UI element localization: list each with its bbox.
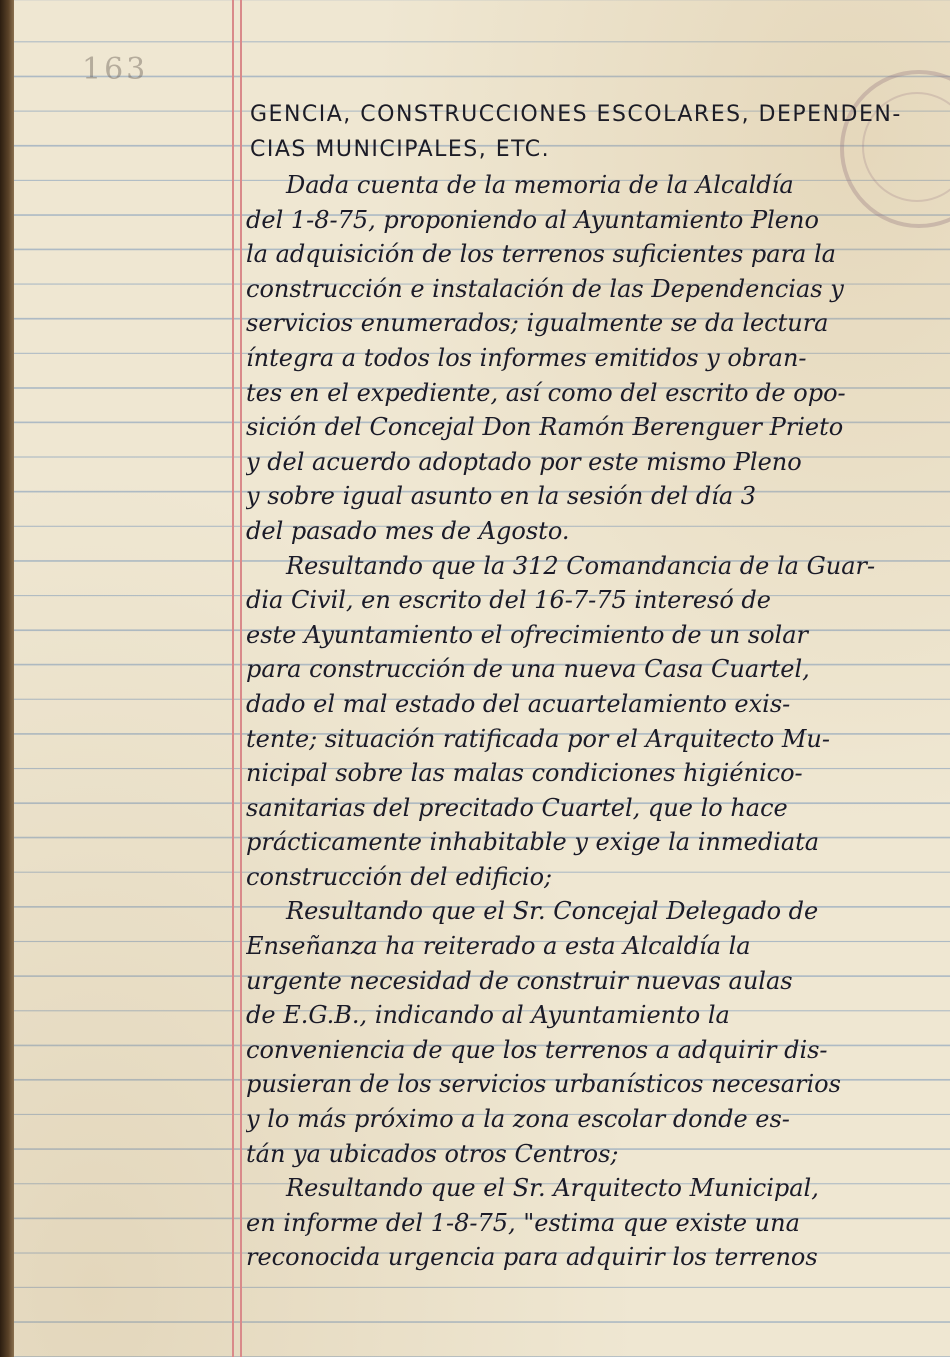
body-line: sición del Concejal Don Ramón Berenguer Prieto [246,413,844,442]
body-line: y sobre igual asunto en la sesión del día 3 [246,482,757,511]
body-line: dado el mal estado del acuartelamiento exis- [246,689,791,718]
body-line: íntegra a todos los informes emitidos y obran- [246,343,807,372]
body-line: construcción e instalación de las Dependencias y [246,274,844,303]
body-line: pusieran de los servicios urbanísticos necesarios [246,1070,841,1099]
body-line: Enseñanza ha reiterado a esta Alcaldía la [246,932,751,961]
body-line: reconocida urgencia para adquirir los terrenos [246,1243,818,1272]
body-line: del 1-8-75, proponiendo al Ayuntamiento Pleno [246,205,819,234]
book-binding-edge [0,0,14,1357]
body-line: y lo más próximo a la zona escolar donde es- [246,1105,790,1134]
body-line: servicios enumerados; igualmente se da lectura [246,309,829,338]
heading-line-2: CIAS MUNICIPALES, ETC. [250,136,551,162]
body-line: prácticamente inhabitable y exige la inmediata [246,828,820,857]
body-line: Resultando que el Sr. Concejal Delegado de [286,897,819,926]
page-number: 163 [82,52,149,87]
body-line: tes en el expediente, así como del escrito de opo- [246,378,846,407]
body-line: construcción del edificio; [246,862,553,891]
body-line: urgente necesidad de construir nuevas aulas [246,966,793,995]
handwritten-body-text [246,168,921,1275]
body-line: conveniencia de que los terrenos a adquirir dis- [246,1035,828,1064]
body-line: Resultando que el Sr. Arquitecto Municipal, [286,1174,819,1203]
body-line: tán ya ubicados otros Centros; [246,1139,619,1168]
section-heading [250,98,902,167]
body-line: Resultando que la 312 Comandancia de la Guar- [286,551,876,580]
body-line: tente; situación ratificada por el Arquitecto Mu- [246,724,830,753]
body-line: este Ayuntamiento el ofrecimiento de un solar [246,620,809,649]
body-line: dia Civil, en escrito del 16-7-75 interesó de [246,586,771,615]
body-line: la adquisición de los terrenos suficientes para la [246,240,836,269]
body-line: de E.G.B., indicando al Ayuntamiento la [246,1001,730,1030]
body-line: para construcción de una nueva Casa Cuartel, [246,655,810,684]
body-line: Dada cuenta de la memoria de la Alcaldía [286,171,794,199]
margin-rule-left [232,0,234,1357]
margin-rule-right [240,0,242,1357]
body-line: y del acuerdo adoptado por este mismo Pleno [246,447,802,476]
body-line: del pasado mes de Agosto. [246,516,570,545]
body-line: sanitarias del precitado Cuartel, que lo hace [246,793,788,822]
heading-line-1: GENCIA, CONSTRUCCIONES ESCOLARES, DEPENDEN- [250,102,902,127]
body-line: en informe del 1-8-75, "estima que existe una [246,1208,800,1237]
body-line: nicipal sobre las malas condiciones higiénico- [246,759,803,788]
